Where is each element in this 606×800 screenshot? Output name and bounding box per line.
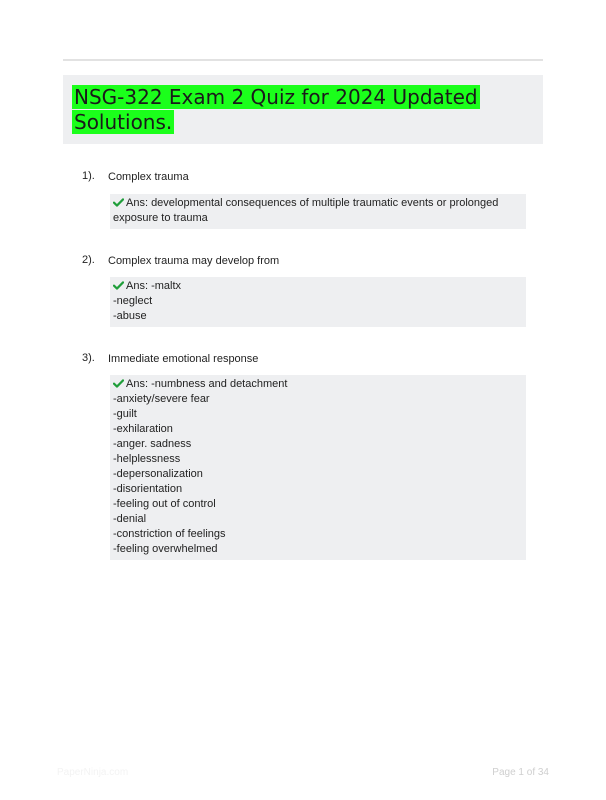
page-number: Page 1 of 34 (492, 767, 549, 778)
answer-box (110, 375, 526, 560)
answer-line: -exhilaration (113, 423, 173, 435)
check-icon (113, 281, 124, 290)
answer-line: -constriction of feelings (113, 528, 226, 540)
answer-line (113, 196, 522, 226)
answer-line: -guilt (113, 408, 137, 420)
answer-line: -denial (113, 513, 147, 525)
answer-line (113, 279, 522, 294)
check-icon (113, 198, 124, 207)
answer-line: -depersonalization (113, 468, 203, 480)
answer-line: -feeling out of control (113, 498, 216, 510)
answer-text: Ans: -numbness and detachment (126, 378, 288, 390)
answer-line (113, 377, 522, 392)
question-text: Immediate emotional response (108, 353, 259, 365)
answer-line: -disorientation (113, 483, 183, 495)
answer-box (110, 277, 526, 327)
page-title-highlight: NSG-322 Exam 2 Quiz for 2024 Updated Solutions. (74, 85, 478, 134)
top-divider (63, 59, 543, 61)
question-number: 2). (82, 254, 95, 266)
answer-line: -helplessness (113, 453, 181, 465)
question-text: Complex trauma may develop from (108, 255, 280, 267)
answer-text: Ans: -maltx (126, 280, 182, 292)
answer-line: -abuse (113, 310, 147, 322)
check-icon (113, 379, 124, 388)
answer-line: -feeling overwhelmed (113, 543, 218, 555)
question-number: 1). (82, 170, 95, 182)
title-banner (63, 75, 543, 144)
answer-line: -anxiety/severe fear (113, 393, 210, 405)
answer-box (110, 194, 526, 229)
footer-watermark: PaperNinja.com (57, 767, 129, 778)
question-text: Complex trauma (108, 171, 189, 183)
page-title (72, 85, 502, 134)
answer-line: -neglect (113, 295, 153, 307)
answer-text: Ans: developmental consequences of multiple traumatic events or prolonged exposure to trauma (113, 197, 499, 224)
question-number: 3). (82, 352, 95, 364)
answer-line: -anger. sadness (113, 438, 192, 450)
